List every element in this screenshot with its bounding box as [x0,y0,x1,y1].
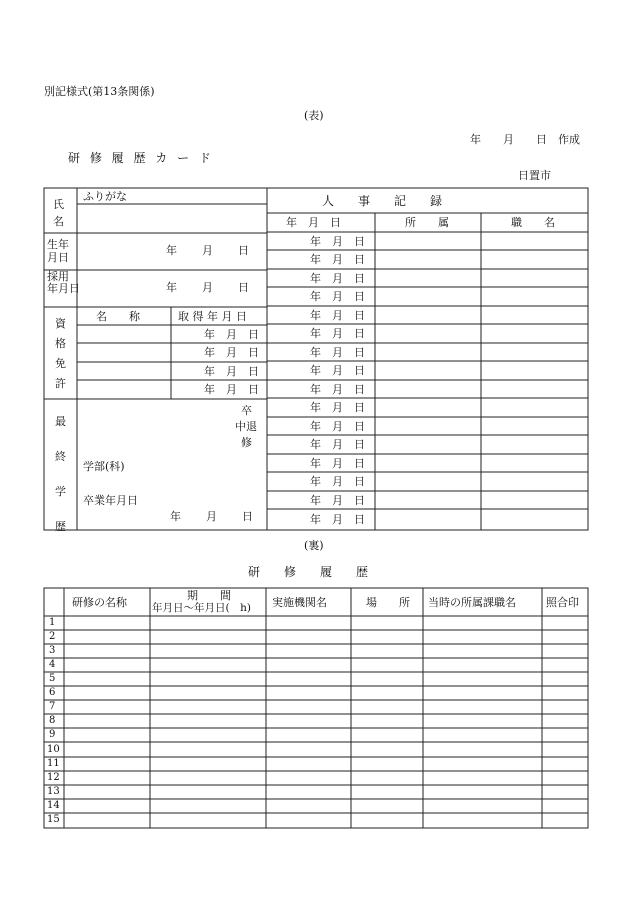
personnel-row-date: 年 月 日 [310,253,365,266]
qual-date-row: 年 月 日 [204,328,259,341]
front-side-label: (表) [304,109,324,122]
personnel-record-title: 人 事 記 録 [322,194,443,208]
row-number: 6 [49,687,56,698]
qual-name-header: 名 称 [96,310,140,323]
row-number: 12 [47,772,60,783]
personnel-row-date: 年 月 日 [310,327,365,340]
row-number: 11 [47,758,60,769]
row-number: 13 [47,786,60,797]
name-label: 氏 名 [53,198,64,228]
back-side-label: (裏) [304,539,324,552]
row-number: 15 [47,814,60,825]
personnel-row-date: 年 月 日 [310,235,365,248]
row-number: 5 [49,673,56,684]
row-number: 14 [47,800,60,811]
personnel-row-date: 年 月 日 [310,401,365,414]
personnel-row-date: 年 月 日 [310,272,365,285]
qual-date-header: 取 得 年 月 日 [178,310,247,323]
personnel-row-date: 年 月 日 [310,475,365,488]
row-number: 1 [49,617,56,628]
personnel-row-date: 年 月 日 [310,513,365,526]
row-number: 8 [49,715,56,726]
personnel-row-date: 年 月 日 [310,364,365,377]
row-number: 4 [49,659,56,670]
row-number: 9 [49,729,56,740]
faculty-label: 学部(科) [83,460,125,473]
qual-date-row: 年 月 日 [204,383,259,396]
header-seal: 照合印 [546,596,579,609]
education-label: 最 終 学 歴 [55,415,66,533]
row-number: 10 [47,744,60,755]
training-history-title: 研 修 履 歴 [248,565,369,579]
header-period: 期 間 [187,589,231,602]
qualifications-label: 資 格 免 許 [55,317,66,390]
personnel-row-date: 年 月 日 [310,494,365,507]
personnel-row-date: 年 月 日 [310,290,365,303]
header-department-position: 当時の所属課職名 [428,596,516,609]
personnel-row-date: 年 月 日 [310,309,365,322]
row-number: 7 [49,701,56,712]
header-organization: 実施機関名 [272,596,327,609]
card-title: 研 修 履 歴 カ ー ド [68,151,214,165]
personnel-row-date: 年 月 日 [310,420,365,433]
graduation-date-label: 卒業年月日 [83,494,138,507]
header-period-format: 年月日～年月日( h) [152,602,251,614]
personnel-row-date: 年 月 日 [310,438,365,451]
creation-date-line: 年 月 日 作成 [470,133,580,146]
qual-date-row: 年 月 日 [204,365,259,378]
header-place: 場 所 [366,596,410,609]
edu-status-completed: 修 [241,436,252,449]
hire-date-label: 採用 年月日 [47,270,80,295]
city-name: 日置市 [518,169,551,182]
personnel-header-date: 年 月 日 [286,216,341,229]
hire-date-value: 年 月 日 [166,281,250,294]
furigana-label: ふりがな [83,190,127,203]
personnel-header-dept: 所 属 [405,216,449,229]
birth-date-value: 年 月 日 [166,244,250,257]
row-number: 2 [49,631,56,642]
header-training-name: 研修の名称 [72,596,127,609]
edu-status-graduated: 卒 [241,404,252,417]
graduation-date-value: 年 月 日 [170,510,254,523]
personnel-row-date: 年 月 日 [310,383,365,396]
qual-date-row: 年 月 日 [204,346,259,359]
personnel-header-position: 職 名 [511,216,555,229]
birth-date-label: 生年 月日 [47,238,69,264]
edu-status-dropout: 中退 [235,420,257,433]
form-reference: 別記様式(第13条関係) [44,85,155,98]
personnel-row-date: 年 月 日 [310,457,365,470]
personnel-row-date: 年 月 日 [310,346,365,359]
row-number: 3 [49,645,56,656]
